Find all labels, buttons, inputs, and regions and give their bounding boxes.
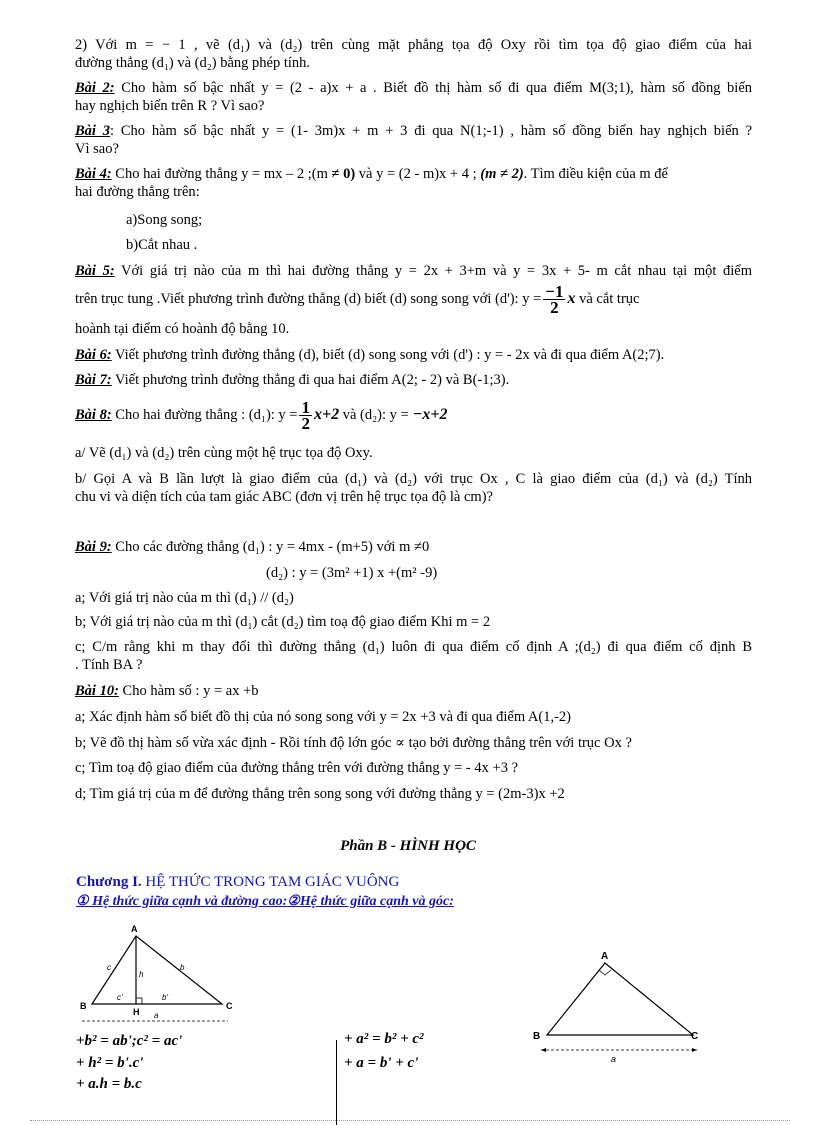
math-expr: −x+2 bbox=[408, 406, 448, 423]
height-h: h bbox=[139, 970, 144, 979]
vertex-a: A bbox=[131, 924, 138, 934]
text-line: c; Tìm toạ độ giao điểm của đường thẳng trên với đường thẳng y = - 4x +3 ? bbox=[75, 760, 519, 776]
subheading-1: Hệ thức giữa cạnh và đường cao: bbox=[88, 894, 288, 909]
text-line: . Tính BA ? bbox=[75, 657, 143, 673]
exercise-text: Cho hàm số bậc nhất y = (2 - a)x + a . Biết đồ thị hàm số đi qua điểm M(3;1), hàm số đồng biến bbox=[114, 80, 753, 96]
vertex-b: B bbox=[80, 1001, 87, 1011]
exercise-5 bbox=[75, 262, 752, 280]
exercise-label: Bài 8: bbox=[75, 407, 112, 423]
exercise-8 bbox=[75, 398, 448, 432]
chapter-label: Chương I. bbox=[76, 874, 142, 890]
circled-number: ① bbox=[76, 894, 89, 909]
exercise-2 bbox=[75, 79, 752, 97]
vertex-b: B bbox=[533, 1031, 541, 1042]
section-title: Phần B - HÌNH HỌC bbox=[340, 838, 476, 854]
exercise-text: Cho các đường thẳng (d₁) : y = 4mx - (m+5) với m ≠0 bbox=[111, 539, 430, 555]
exercise-text: Với giá trị nào của m thì hai đường thẳng y = 2x + 3+m và y = 3x + 5- m cắt nhau tại một điểm bbox=[114, 263, 752, 279]
formula: + a² = b² + c² bbox=[344, 1031, 424, 1047]
fraction bbox=[543, 282, 565, 318]
text-line: đường thẳng (d₁) và (d₂) bằng phép tính. bbox=[75, 55, 311, 71]
column-divider bbox=[336, 1040, 337, 1125]
text-line: a; Với giá trị nào của m thì (d₁) // (d₂) bbox=[75, 590, 294, 606]
exercise-text: trên trục tung .Viết phương trình đường thẳng (d) biết (d) song song với (d'): y = bbox=[75, 291, 542, 307]
exercise-3 bbox=[75, 122, 752, 140]
side-b: b bbox=[180, 963, 185, 972]
side-c: c bbox=[107, 963, 111, 972]
text-line: (d₂) : y = (3m² +1) x +(m² -9) bbox=[266, 565, 438, 581]
triangle-abc bbox=[92, 936, 222, 1004]
text-line: hay nghịch biến trên R ? Vì sao? bbox=[75, 98, 265, 114]
formula: + a = b' + c' bbox=[344, 1055, 419, 1071]
foot-h: H bbox=[133, 1007, 140, 1017]
exercise-label: Bài 6: bbox=[75, 347, 112, 363]
subheading bbox=[76, 893, 454, 910]
page-bottom-divider bbox=[30, 1120, 790, 1121]
exercise-label: Bài 10: bbox=[75, 683, 119, 699]
circled-number: ② bbox=[287, 894, 300, 909]
exercise-10 bbox=[75, 682, 259, 700]
exercise-6 bbox=[75, 346, 664, 364]
exercise-4 bbox=[75, 165, 668, 183]
right-triangle-diagram bbox=[525, 945, 715, 1065]
exercise-text: và y = (2 - m)x + 4 ; bbox=[355, 166, 481, 182]
math-var: x bbox=[567, 290, 576, 307]
condition: ≠ 0) bbox=[331, 166, 356, 182]
exercise-label: Bài 4: bbox=[75, 166, 112, 182]
exercise-label: Bài 3 bbox=[75, 123, 111, 139]
text-line: chu vi và diện tích của tam giác ABC (đơn vị trên hệ trục tọa độ là cm)? bbox=[75, 489, 493, 505]
exercise-text: . Tìm điều kiện của m để bbox=[523, 166, 668, 182]
option-b: b)Cắt nhau . bbox=[126, 237, 198, 253]
exercise-text: và (d₂): y = bbox=[339, 407, 409, 423]
text-line: a; Xác định hàm số biết đồ thị của nó song song với y = 2x +3 và đi qua điểm A(1,-2) bbox=[75, 709, 572, 725]
text-line: Vì sao? bbox=[75, 141, 119, 157]
text-line: 2) Với m = − 1 , vẽ (d₁) và (d₂) trên cùng mặt phẳng tọa độ Oxy rồi tìm tọa độ giao điểm của hai bbox=[75, 37, 752, 53]
text-line: c; C/m rằng khi m thay đổi thì đường thẳng (d₁) luôn đi qua điểm cố định A ;(d₂) đi qua điểm cố định B bbox=[75, 639, 752, 655]
formula: + a.h = b.c bbox=[76, 1076, 142, 1092]
arrow-right-icon bbox=[692, 1048, 697, 1052]
exercise-text: Viết phương trình đường thẳng đi qua hai điểm A(2; - 2) và B(-1;3). bbox=[111, 372, 510, 388]
text-line: d; Tìm giá trị của m để đường thẳng trên song song với đường thẳng y = (2m-3)x +2 bbox=[75, 786, 565, 802]
math-expr: x+2 bbox=[313, 406, 340, 423]
vertex-c: C bbox=[226, 1001, 233, 1011]
subheading-2: Hệ thức giữa cạnh và góc: bbox=[299, 894, 454, 909]
formula: +b² = ab';c² = ac' bbox=[76, 1033, 183, 1049]
text-line: a/ Vẽ (d₁) và (d₂) trên cùng một hệ trục tọa độ Oxy. bbox=[75, 445, 373, 461]
text-line: hoành tại điểm có hoành độ bằng 10. bbox=[75, 321, 290, 337]
exercise-text: Cho hai đường thẳng y = mx – 2 ;(m bbox=[111, 166, 332, 182]
text-line: b; Với giá trị nào của m thì (d₁) cắt (d₂) tìm toạ độ giao điểm Khi m = 2 bbox=[75, 614, 491, 630]
fraction bbox=[299, 398, 312, 434]
exercise-label: Bài 5: bbox=[75, 263, 115, 279]
arrow-left-icon bbox=[541, 1048, 546, 1052]
numerator: 1 bbox=[301, 398, 310, 418]
segment-c-prime: c' bbox=[117, 993, 123, 1002]
text-line: b/ Gọi A và B lần lượt là giao điểm của (d₁) và (d₂) với trục Ox , C là giao điểm của (d₁) và (d₂) Tính bbox=[75, 471, 752, 487]
right-triangle-altitude-diagram bbox=[70, 920, 270, 1030]
exercise-text: : Cho hàm số bậc nhất y = (1- 3m)x + m + 3 đi qua N(1;-1) , hàm số đồng biến hay nghịch biến ? bbox=[110, 123, 753, 139]
side-a: a bbox=[154, 1011, 159, 1020]
exercise-label: Bài 2: bbox=[75, 80, 115, 96]
exercise-text: Viết phương trình đường thẳng (d), biết (d) song song với (d') : y = - 2x và đi qua điểm A(2;7). bbox=[111, 347, 665, 363]
numerator: −1 bbox=[545, 282, 564, 302]
denominator: 2 bbox=[550, 298, 559, 318]
exercise-7 bbox=[75, 371, 509, 389]
side-a: a bbox=[611, 1054, 617, 1064]
exercise-text: Cho hàm số : y = ax +b bbox=[118, 683, 259, 699]
condition: (m ≠ 2) bbox=[480, 166, 524, 182]
exercise-label: Bài 7: bbox=[75, 372, 112, 388]
text-line: b; Vẽ đồ thị hàm số vừa xác định - Rồi tính độ lớn góc ∝ tạo bởi đường thẳng trên với trục Ox ? bbox=[75, 735, 632, 751]
option-a: a)Song song; bbox=[126, 212, 203, 228]
exercise-text: và cắt trục bbox=[575, 291, 640, 307]
text-line: hai đường thẳng trên: bbox=[75, 184, 200, 200]
exercise-text: Cho hai đường thẳng : (d₁): y = bbox=[111, 407, 298, 423]
vertex-a: A bbox=[601, 951, 609, 962]
exercise-label: Bài 9: bbox=[75, 539, 112, 555]
segment-b-prime: b' bbox=[162, 993, 168, 1002]
chapter-heading bbox=[76, 874, 399, 891]
denominator: 2 bbox=[301, 414, 310, 434]
exercise-9 bbox=[75, 538, 429, 556]
chapter-title: HỆ THỨC TRONG TAM GIÁC VUÔNG bbox=[141, 874, 400, 890]
vertex-c: C bbox=[691, 1031, 699, 1042]
right-angle-mark bbox=[599, 970, 611, 975]
text-line bbox=[75, 282, 639, 316]
right-angle-mark bbox=[136, 998, 142, 1004]
triangle-abc bbox=[547, 963, 693, 1035]
formula: + h² = b'.c' bbox=[76, 1055, 144, 1071]
